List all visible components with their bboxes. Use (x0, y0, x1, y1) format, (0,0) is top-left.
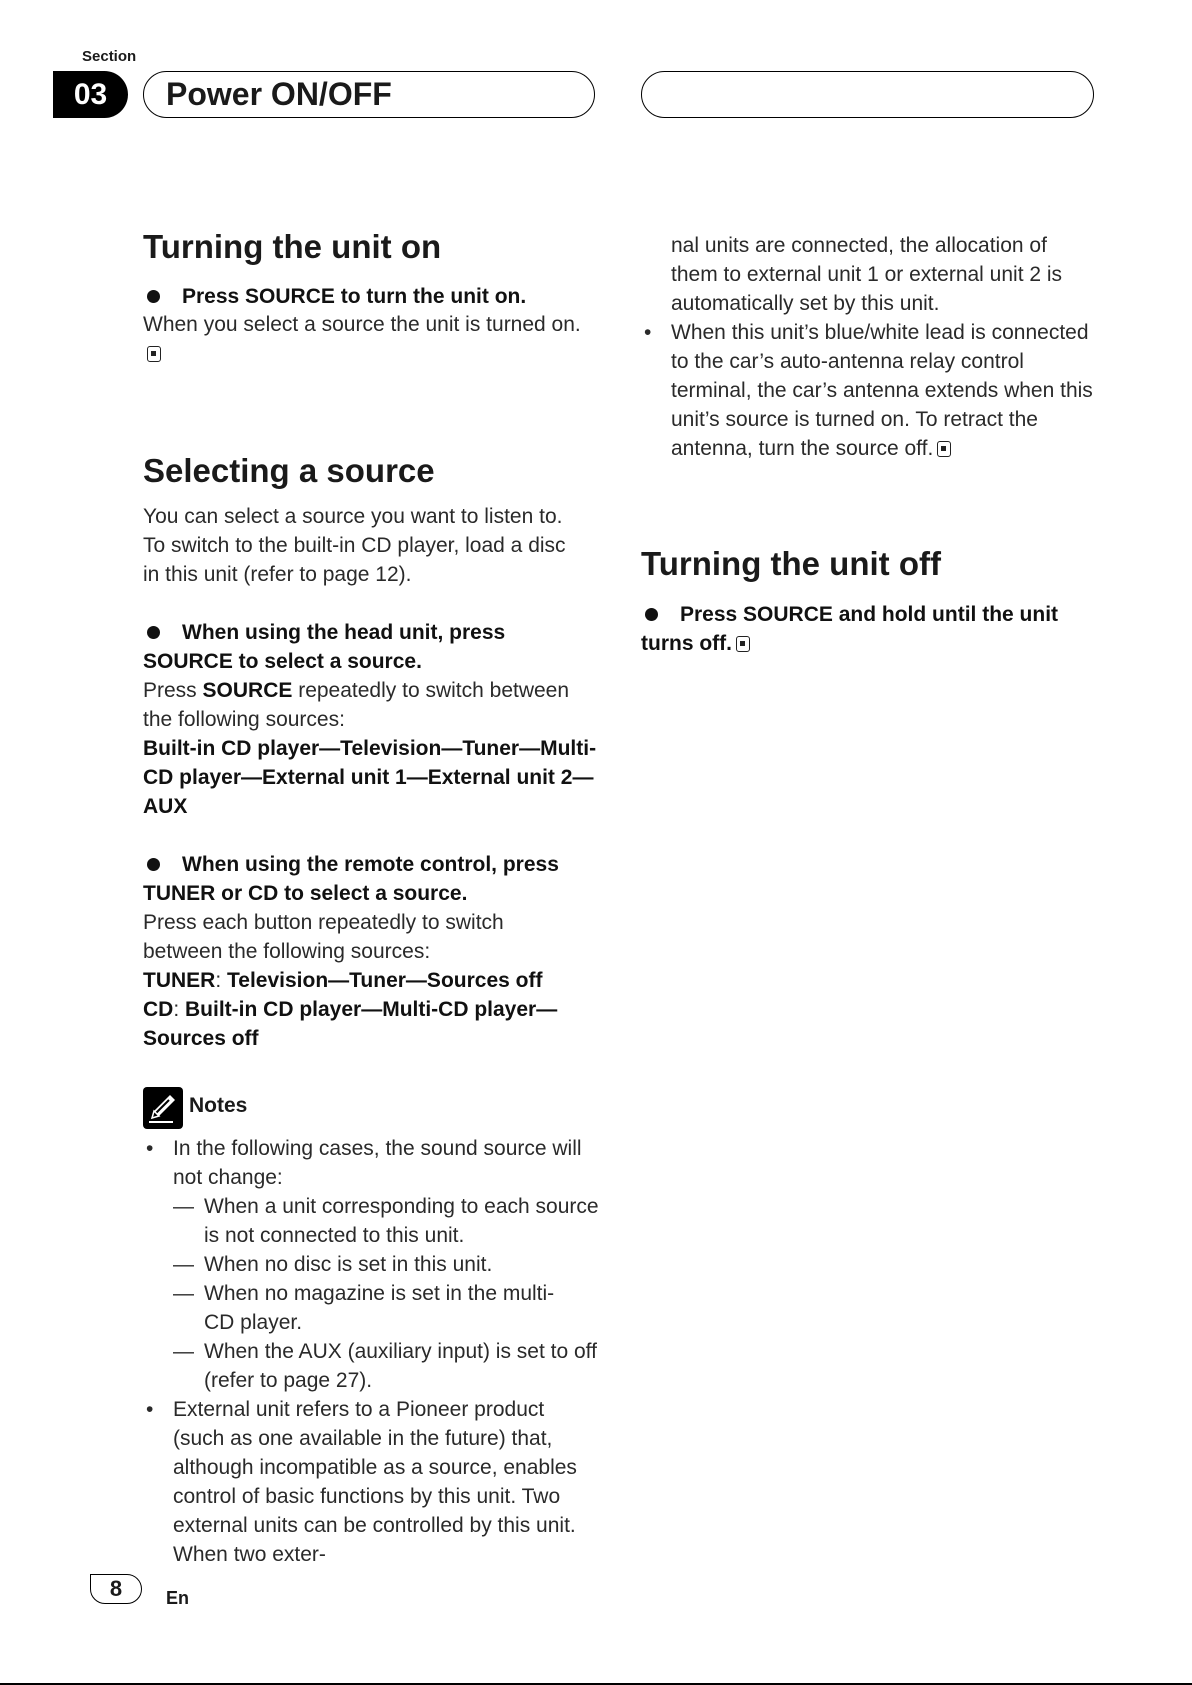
turn-on-body-text: When you select a source the unit is turned on. (143, 313, 581, 336)
dash-icon: — (173, 1282, 194, 1305)
note-dash-3-text: When no magazine is set in the multi-CD player. (204, 1282, 555, 1334)
note-dash-2 (173, 1250, 599, 1279)
note-dash-1 (173, 1192, 599, 1250)
bullet-icon: • (644, 321, 652, 344)
selecting-intro: You can select a source you want to listen to. To switch to the built-in CD player, load a disc in this unit (refer to page 12). (143, 505, 566, 586)
note-bullet-1 (146, 1134, 593, 1192)
body-pre: Press (143, 679, 203, 702)
bullet-icon: • (146, 1398, 154, 1421)
step-turn-off (641, 600, 1096, 658)
page-number: 8 (90, 1574, 142, 1604)
step-turn-on-text: Press SOURCE to turn the unit on. (182, 285, 527, 308)
notes-label: Notes (189, 1094, 248, 1117)
note-bullet-2-text: External unit refers to a Pioneer product (such as one available in the future) that, although incompatible as a source, enables control of basic functions by this unit. Two external units can be controlled by this unit. When two exter- (173, 1398, 577, 1566)
note-bullet-3-text: When this unit’s blue/white lead is connected to the car’s auto-antenna relay control terminal, the car’s antenna extends when this unit’s source is turned on. To retract the antenna, turn the source off. (671, 321, 1093, 460)
tuner-sources-line: TUNER: Television—Tuner—Sources off (143, 969, 543, 992)
cd-sources: Built-in CD player—Multi-CD player—Sources off (143, 998, 558, 1050)
body-post: repeatedly to switch between the following sources: (143, 679, 570, 731)
step-head-unit-line2: SOURCE to select a source. (143, 650, 422, 673)
pencil-icon (143, 1087, 183, 1129)
step-head-unit (143, 618, 598, 676)
bullet-dot-icon (147, 290, 160, 303)
note-bullet-3 (644, 318, 1096, 463)
note-bullet-2 (146, 1395, 599, 1569)
note-dash-1-text: When a unit corresponding to each source is not connected to this unit. (204, 1195, 599, 1247)
dash-icon: — (173, 1253, 194, 1276)
page-title-box (143, 71, 595, 118)
step-turn-off-line2: turns off. (641, 632, 732, 655)
turn-on-body (143, 310, 583, 368)
heading-selecting: Selecting a source (143, 452, 435, 489)
empty-title-box (641, 71, 1094, 118)
head-unit-sources: Built-in CD player—Television—Tuner—Multi-CD player—External unit 1—External unit 2—AUX (143, 737, 597, 818)
end-mark-icon (147, 346, 161, 362)
body-bold-source: SOURCE (202, 679, 293, 702)
heading-turning-on: Turning the unit on (143, 228, 442, 265)
step-remote (143, 850, 598, 908)
section-number: 03 (53, 71, 128, 118)
step-turn-off-line1: Press SOURCE and hold until the unit (680, 603, 1059, 626)
end-mark-icon (736, 636, 750, 652)
note-dash-3 (173, 1279, 584, 1337)
bullet-dot-icon (645, 608, 658, 621)
section-label: Section (82, 48, 137, 65)
language-label: En (166, 1588, 190, 1608)
note-dash-4 (173, 1337, 599, 1395)
cd-label: CD (143, 998, 174, 1021)
heading-turning-off: Turning the unit off (641, 545, 941, 582)
note-dash-4-text: When the AUX (auxiliary input) is set to off (refer to page 27). (204, 1340, 597, 1392)
bullet-icon: • (146, 1137, 154, 1160)
step-turn-on (143, 282, 598, 311)
bullet-dot-icon (147, 858, 160, 871)
tuner-label: TUNER (143, 969, 216, 992)
dash-icon: — (173, 1195, 194, 1218)
page-title: Power ON/OFF (166, 76, 392, 112)
note-dash-2-text: When no disc is set in this unit. (204, 1253, 493, 1276)
tuner-sources: Television—Tuner—Sources off (227, 969, 543, 992)
dash-icon: — (173, 1340, 194, 1363)
step-head-unit-body (143, 676, 588, 734)
step-head-unit-line1: When using the head unit, press (182, 621, 506, 644)
step-remote-line2: TUNER or CD to select a source. (143, 882, 468, 905)
bullet-dot-icon (147, 626, 160, 639)
cd-sources-line: CD: Built-in CD player—Multi-CD player—Sources off (143, 998, 558, 1050)
step-remote-body: Press each button repeatedly to switch between the following sources: (143, 911, 504, 963)
note-bullet-2-continued: nal units are connected, the allocation of them to external unit 1 or external unit 2 is automatically set by this unit. (671, 234, 1063, 315)
end-mark-icon (937, 441, 951, 457)
note-bullet-1-text: In the following cases, the sound source will not change: (173, 1137, 582, 1189)
step-remote-line1: When using the remote control, press (182, 853, 559, 876)
